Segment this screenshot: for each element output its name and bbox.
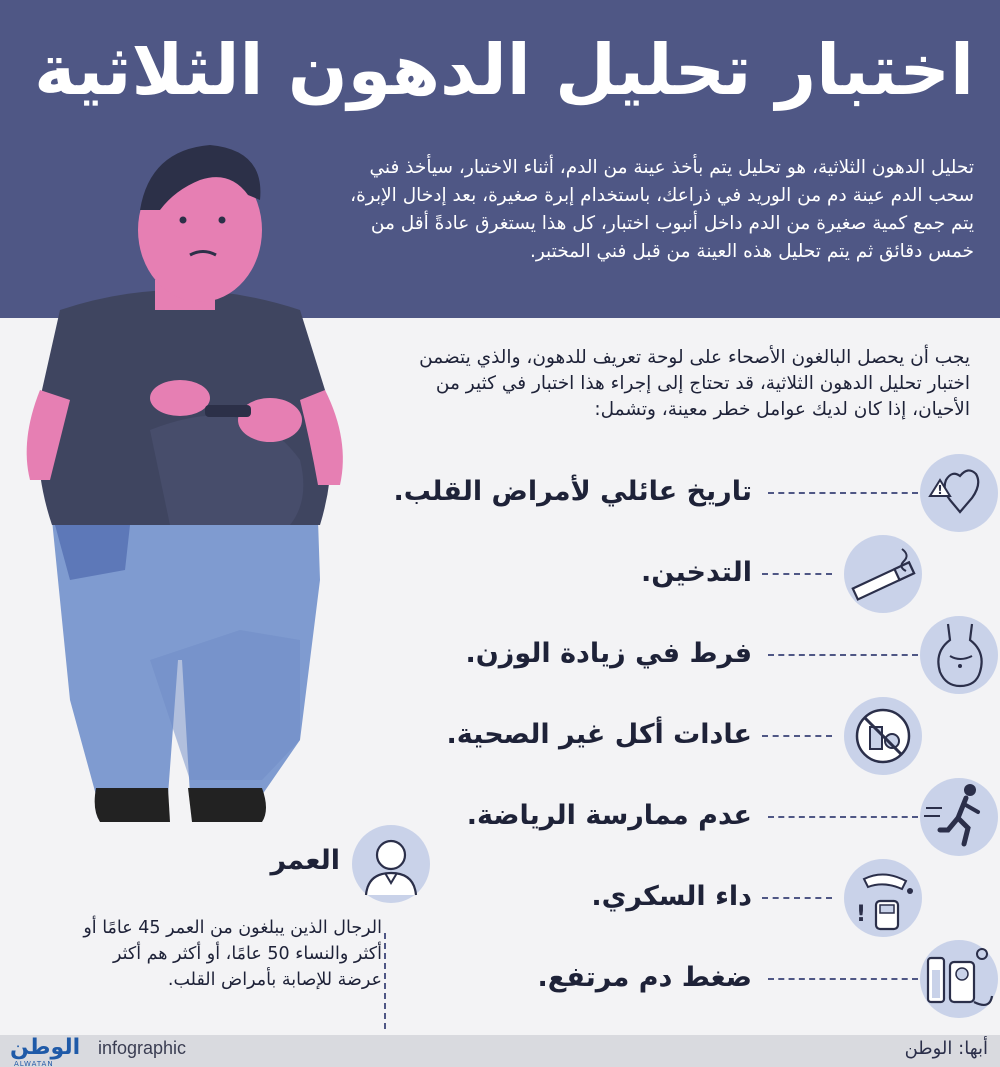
man-avatar-icon bbox=[352, 825, 430, 903]
logo-latin: ALWATAN bbox=[14, 1060, 54, 1067]
risk-label: عدم ممارسة الرياضة. bbox=[466, 800, 752, 831]
risk-item-overweight bbox=[400, 614, 1000, 694]
overweight-body-icon bbox=[920, 616, 998, 694]
dashed-connector bbox=[768, 978, 918, 980]
intro-paragraph: تحليل الدهون الثلاثية، هو تحليل يتم بأخذ عينة من الدم، أثناء الاختبار، سيأخذ فني سحب الدم عينة دم من الوريد في ذراعك، باستخدام إبرة صغيرة، بعد إدخال الإبرة، يتم جمع كمية صغيرة من الدم داخل أنبوب اختبار، كل هذا يستغرق عادةً أقل من خمس دقائق ثم يتم تحليل هذه العينة من قبل فني المختبر. bbox=[350, 157, 974, 262]
overweight-man-illustration bbox=[0, 140, 360, 840]
risk-item-diabetes bbox=[400, 857, 1000, 937]
running-man-icon bbox=[920, 778, 998, 856]
age-description: الرجال الذين يبلغون من العمر 45 عامًا أو أكثر والنساء 50 عامًا، أو أكثر هم أكثر عرضة للإصابة بأمراض القلب. bbox=[83, 918, 382, 990]
no-junk-food-icon bbox=[844, 697, 922, 775]
dashed-connector bbox=[768, 654, 918, 656]
risk-label: فرط في زيادة الوزن. bbox=[465, 638, 752, 669]
footer-bar bbox=[0, 1035, 1000, 1067]
risk-label: ضغط دم مرتفع. bbox=[537, 962, 752, 993]
page-title: اختبار تحليل الدهون الثلاثية bbox=[34, 29, 974, 111]
dashed-connector bbox=[762, 897, 832, 899]
blood-pressure-icon bbox=[920, 940, 998, 1018]
risk-item-unhealthy-eating bbox=[400, 695, 1000, 775]
svg-text:!: ! bbox=[856, 902, 867, 927]
infographic-label: infographic bbox=[98, 1038, 187, 1058]
risk-factors-intro: يجب أن يحصل البالغون الأصحاء على لوحة تعريف للدهون، والذي يتضمن اختبار تحليل الدهون الثلاثية، قد تحتاج إلى إجراء هذا اختبار في كثير من الأحيان، إذا كان لديك عوامل خطر معينة، وتشمل: bbox=[419, 347, 970, 420]
risk-item-family-history bbox=[393, 452, 1000, 532]
logo-arabic: الوطن bbox=[10, 1035, 81, 1060]
risk-label: تاريخ عائلي لأمراض القلب. bbox=[393, 476, 752, 507]
glucose-meter-icon bbox=[844, 859, 922, 937]
source-credit: أبها: الوطن bbox=[904, 1038, 988, 1059]
risk-item-smoking bbox=[400, 533, 1000, 613]
risk-item-no-exercise bbox=[400, 776, 1000, 856]
risk-label: داء السكري. bbox=[591, 881, 752, 912]
cigarette-icon bbox=[844, 535, 922, 613]
age-title: العمر bbox=[270, 845, 340, 876]
dashed-connector bbox=[384, 933, 386, 1029]
dashed-connector bbox=[768, 816, 918, 818]
dashed-connector bbox=[762, 735, 832, 737]
dashed-connector bbox=[762, 573, 832, 575]
heart-warning-icon bbox=[920, 454, 998, 532]
risk-label: عادات أكل غير الصحية. bbox=[446, 719, 752, 750]
age-risk-block bbox=[40, 815, 440, 1035]
risk-item-high-blood-pressure bbox=[400, 938, 1000, 1018]
dashed-connector bbox=[768, 492, 918, 494]
risk-label: التدخين. bbox=[640, 557, 752, 588]
svg-text:!: ! bbox=[937, 483, 943, 497]
